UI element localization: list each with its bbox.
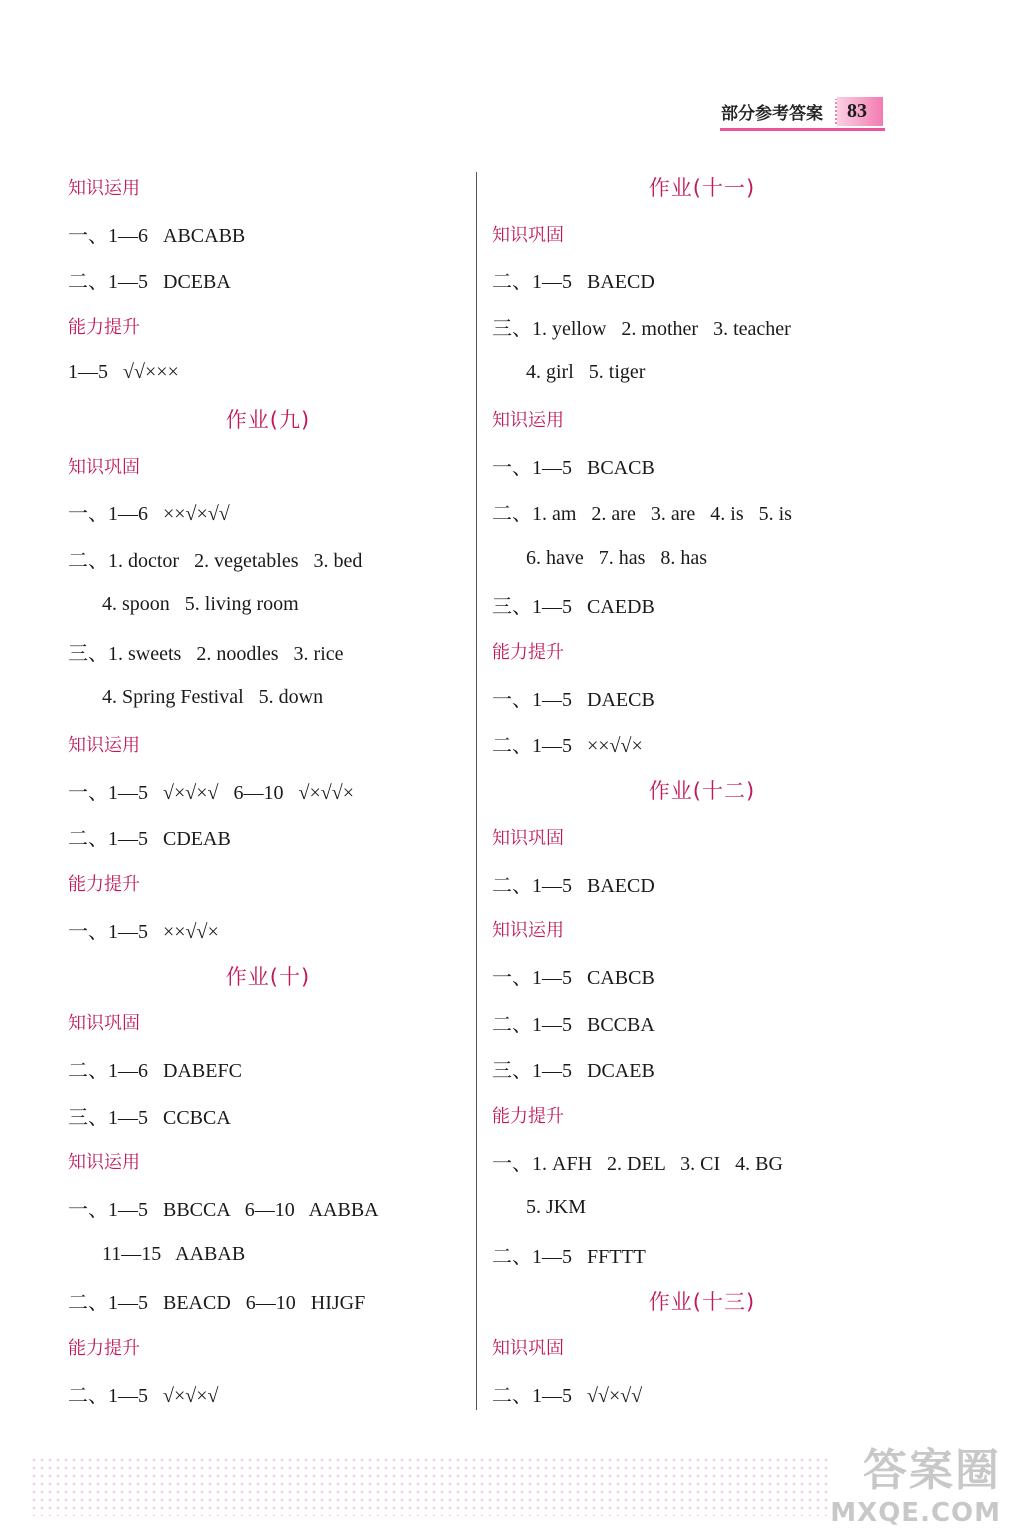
watermark-logo (830, 1434, 1001, 1528)
answer-line (492, 489, 912, 535)
answer-text: 一、1—5 BCACB (492, 457, 655, 480)
answer-line (68, 350, 468, 396)
answer-text: 二、1—5 BEACD 6—10 HIJGF (68, 1292, 366, 1315)
section-heading: 能力提升 (68, 874, 140, 896)
answer-line (492, 350, 912, 396)
answer-text: 二、1—5 BAECD (492, 874, 655, 897)
answer-text: 一、1. AFH 2. DEL 3. CI 4. BG (492, 1152, 783, 1175)
answer-line (492, 582, 912, 628)
header-label: 部分参考答案 (721, 103, 823, 124)
answer-text: 二、1—5 FFTTT (492, 1245, 646, 1268)
answer-line (68, 906, 468, 952)
answer-text: 一、1—5 CABCB (492, 967, 655, 990)
answer-line (492, 1370, 912, 1416)
answer-line (68, 1092, 468, 1138)
section-heading: 能力提升 (492, 1106, 564, 1127)
answer-text: 4. Spring Festival 5. down (102, 685, 324, 708)
answer-line (492, 1185, 912, 1231)
answer-text: 二、1—5 √√×√√ (492, 1384, 643, 1407)
answer-text: 一、1—5 ××√√× (68, 920, 219, 943)
section-heading: 知识运用 (68, 734, 140, 756)
answer-text: 二、1—5 ××√√× (492, 735, 643, 758)
assignment-title: 作业(十) (225, 964, 311, 989)
answer-line (492, 535, 912, 581)
answer-text: 5. JKM (526, 1196, 587, 1219)
section-heading: 知识运用 (68, 178, 140, 200)
footer-dot-pattern (30, 1456, 830, 1516)
answer-text: 一、1—6 ABCABB (68, 225, 246, 248)
answer-text: 4. girl 5. tiger (526, 361, 646, 384)
answer-text: 6. have 7. has 8. has (526, 546, 708, 569)
answer-line (68, 1185, 468, 1231)
answer-line (492, 721, 912, 767)
assignment-title: 作业(十一) (648, 176, 756, 201)
answer-text: 一、1—5 BBCCA 6—10 AABBA (68, 1199, 379, 1222)
section-heading: 知识巩固 (68, 1013, 140, 1035)
assignment-title: 作业(十三) (648, 1289, 756, 1314)
answer-line (492, 257, 912, 303)
column-divider (476, 172, 477, 1410)
section-heading: 知识巩固 (492, 1337, 564, 1359)
answer-line (68, 813, 468, 859)
answer-line (68, 767, 468, 813)
answer-line (492, 953, 912, 999)
watermark-title: 答案圈 (863, 1445, 1001, 1496)
answer-text: 一、1—5 √×√×√ 6—10 √×√√× (68, 781, 354, 804)
answer-text: 二、1—5 DCEBA (68, 271, 231, 294)
section-heading: 能力提升 (68, 317, 140, 339)
answer-line (68, 257, 468, 303)
answer-text: 二、1—6 DABEFC (68, 1060, 242, 1083)
answer-line (492, 442, 912, 488)
answer-text: 二、1—5 BAECD (492, 271, 655, 294)
answer-line (68, 674, 468, 720)
right-column (492, 164, 912, 1417)
section-heading: 能力提升 (68, 1337, 140, 1359)
answer-line (68, 1277, 468, 1323)
answer-text: 三、1. yellow 2. mother 3. teacher (492, 317, 791, 340)
answer-line (492, 1138, 912, 1184)
answer-line (68, 210, 468, 256)
answer-line (492, 860, 912, 906)
answer-line (492, 303, 912, 349)
watermark-url: MXQE.COM (830, 1498, 1001, 1528)
answer-line (492, 1231, 912, 1277)
answer-line (68, 1370, 468, 1416)
answer-line (492, 999, 912, 1045)
answer-text: 三、1—5 CAEDB (492, 596, 655, 619)
answer-text: 二、1—5 CDEAB (68, 828, 231, 851)
answer-line (68, 535, 468, 581)
answer-text: 三、1—5 CCBCA (68, 1106, 231, 1129)
answer-text: 二、1—5 BCCBA (492, 1013, 655, 1036)
answer-text: 二、1. doctor 2. vegetables 3. bed (68, 549, 363, 572)
header-rule (720, 128, 885, 131)
answer-line (68, 582, 468, 628)
answer-text: 11—15 AABAB (102, 1242, 246, 1265)
answer-line (492, 1045, 912, 1091)
assignment-title: 作业(九) (225, 408, 311, 433)
section-heading: 知识巩固 (492, 827, 564, 849)
section-heading: 知识运用 (492, 920, 564, 942)
page-number: 83 (835, 97, 883, 126)
answer-line (68, 1045, 468, 1091)
answer-text: 4. spoon 5. living room (102, 593, 299, 616)
section-heading: 能力提升 (492, 642, 564, 664)
answer-line (492, 674, 912, 720)
answer-text: 1—5 √√××× (68, 361, 179, 384)
answer-line (68, 628, 468, 674)
answer-text: 二、1. am 2. are 3. are 4. is 5. is (492, 503, 792, 526)
left-column (68, 164, 468, 1417)
answer-text: 三、1—5 DCAEB (492, 1060, 655, 1083)
section-heading: 知识运用 (492, 410, 564, 432)
section-heading: 知识巩固 (68, 456, 140, 478)
answer-text: 一、1—6 ××√×√√ (68, 503, 230, 526)
page-header (721, 94, 883, 128)
assignment-title: 作业(十二) (648, 779, 756, 804)
section-heading: 知识巩固 (492, 224, 564, 246)
answer-text: 一、1—5 DAECB (492, 688, 655, 711)
answer-line (68, 489, 468, 535)
answer-text: 三、1. sweets 2. noodles 3. rice (68, 642, 344, 665)
answer-text: 二、1—5 √×√×√ (68, 1384, 219, 1407)
section-heading: 知识运用 (68, 1152, 140, 1174)
answer-line (68, 1231, 468, 1277)
